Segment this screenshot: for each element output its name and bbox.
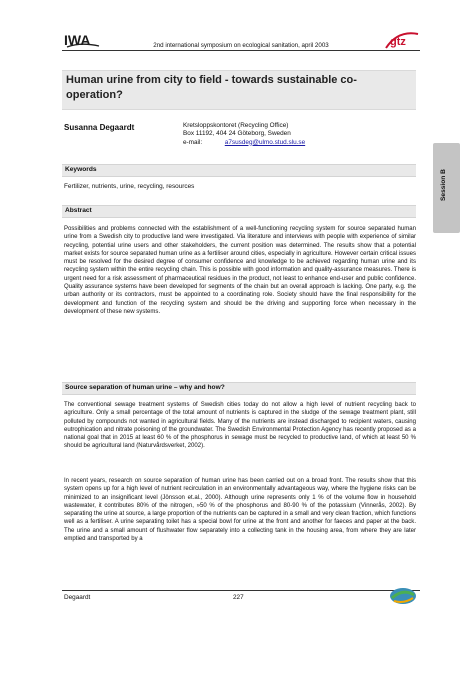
abstract-bar: [62, 205, 416, 218]
author-name: Susanna Degaardt: [64, 123, 135, 132]
email-link[interactable]: a7susdeg@ulmo.stud.slu.se: [224, 138, 306, 146]
gtz-logo: [384, 28, 420, 50]
section-paragraph-2: In recent years, research on source separation of human urine has been carried out on a broad front. The results show that this system opens up for a high level of nutrient recirculation in an environmentally advantageous way, where the hygiene risks can be minimized to an insignificant level (Jönsson et.al., 2000). Although urine represents only 1 % of the volume flow in household wastewater, it contributes 80% of the nitrogen, »50 % of the phosphorus and 80-90 % of the potassium (Vinnerås, 2002). By separating the urine at source, a large proportion of the nutrients can be captured in a small and very clean fraction, which functions well as a fertiliser. A urine separating toilet has a special bowl for urine at the front and another for faeces and paper at the back. The urine and a small amount of flushwater flow separately into a collecting tank in the housing area, from where they are later emptied and transported by a: [64, 478, 416, 543]
iwa-logo: [63, 30, 103, 50]
affiliation-address: Box 11192, 404 24 Göteborg, Sweden: [183, 130, 291, 138]
section-paragraph-1: The conventional sewage treatment systems of Swedish cities today do not allow a high level of nutrient recycling back to agriculture. Only a small percentage of the total amount of nutrients is captured in the sludge of the sewage treatment plant, still polluted by compounds not wanted in agricultural fields. Many of the nutrients are instead discharged to recipient waters, causing eutrophication and nitrate poisoning of the groundwater. The Swedish Environmental Protection Agency has recently proposed as a national goal that in 2015 at least 60 % of the phosphorus in sewage must be recycled to productive land, of which at least 50 % should be agricultural land (Naturvårdsverket, 2002).: [64, 402, 416, 450]
email-label: e-mail:: [183, 138, 203, 146]
keywords-text: Fertilizer, nutrients, urine, recycling, resources: [64, 183, 195, 190]
page-number: 227: [233, 594, 244, 601]
affiliation-email-row: [183, 139, 383, 147]
ecosan-logo-icon: [386, 586, 420, 606]
keywords-heading: Keywords: [65, 166, 97, 173]
footer-author: Degaardt: [64, 594, 91, 601]
iwa-logo-text: IWA: [64, 32, 91, 48]
header-rule: [62, 50, 420, 51]
footer-rule: [62, 590, 420, 591]
section-heading: Source separation of human urine – why and how?: [65, 384, 225, 391]
gtz-logo-text: gtz: [390, 36, 406, 48]
abstract-text: Possibilities and problems connected with the establishment of a well-functioning recycling system for source separated human urine from a Swedish city to productive land were investigated. Via literature and interviews with people with experience of similar recycling, potential urine users and other stakeholders, the current position was determined. The results show that a potential market exists for source separated human urine as a fertiliser around cities, especially in agriculture. However certain critical issues must be resolved for the desired degree of consumer confidence and knowledge to be achieved regarding human urine and its recycling system within the entire recycling chain. This is possible with good information and quality-assurance measures. There is urgent need for a risk assessment of pharmaceutical residues in the product, not least to enhance end-user and public confidence. Quality assurance systems have been developed for segments of the chain but an overall approach is lacking. One party, e.g. the urban authority or its contractors, must be appointed to a coordinating role. Society should have the final responsibility for the development and function of the recycling system and should be the driving and supporting force when necessary in the development of these new systems.: [64, 226, 416, 315]
paper-title: Human urine from city to field - towards sustainable co-operation?: [66, 74, 357, 101]
affiliation-block: [183, 122, 383, 147]
conference-title: 2nd international symposium on ecological sanitation, april 2003: [153, 42, 329, 49]
session-label: Session B: [440, 169, 447, 201]
abstract-heading: Abstract: [65, 207, 92, 214]
keywords-bar: [62, 164, 416, 177]
affiliation-office: Kretsloppskontoret (Recycling Office): [183, 122, 289, 129]
